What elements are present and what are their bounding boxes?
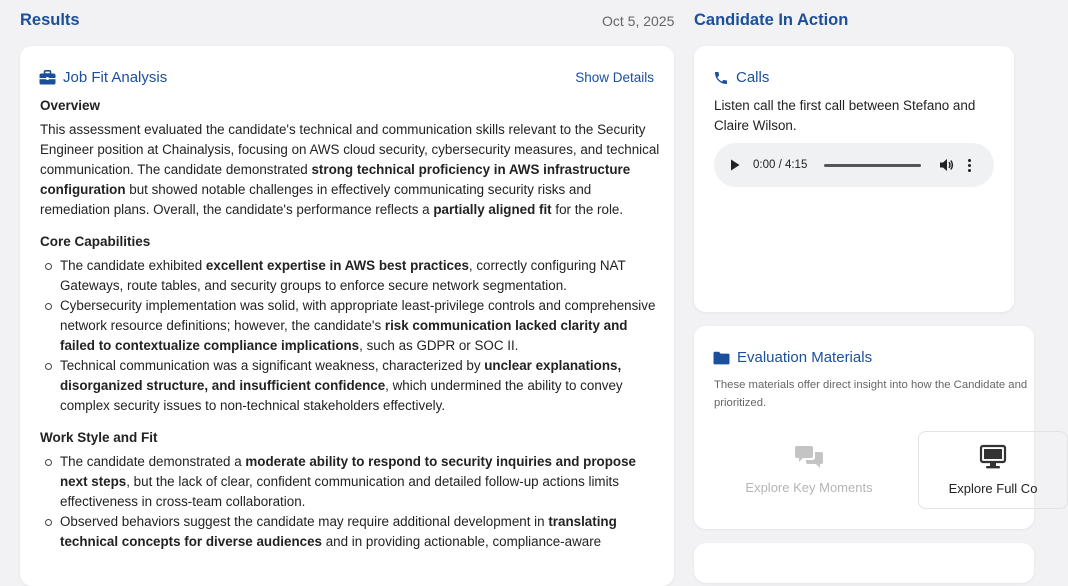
- job-fit-title: Job Fit Analysis: [63, 69, 168, 86]
- emphasis-text: excellent expertise in AWS best practices: [205, 258, 469, 273]
- body-text: , which undermined the ability to convey complex security issues to non-technical stakeholders effectively.: [60, 378, 623, 413]
- body-text: and in providing actionable, compliance-aware: [321, 534, 602, 549]
- evaluation-header: [713, 349, 872, 366]
- time-display: 0:00 / 4:15: [753, 159, 808, 171]
- list-item: [40, 256, 660, 296]
- next-section-card: [694, 543, 1034, 583]
- seek-slider[interactable]: [824, 164, 921, 167]
- emphasis-text: partially aligned fit: [433, 202, 552, 217]
- candidate-in-action-title: Candidate In Action: [694, 11, 849, 29]
- dot-icon: [968, 164, 971, 167]
- body-text: , correctly configuring NAT Gateways, route tables, and security groups to enforce secure network segmentation.: [60, 258, 626, 293]
- evaluation-materials-card: [694, 326, 1038, 529]
- emphasis-text: translating technical concepts for diverse audiences: [60, 514, 617, 549]
- phone-icon: [713, 70, 729, 86]
- body-text: , but the lack of clear, confident communication and detailed follow-up actions limits effectiveness in cross-team collaboration.: [60, 474, 619, 509]
- emphasis-text: moderate ability to respond to security inquiries and propose next steps: [60, 454, 636, 489]
- body-text: , such as GDPR or SOC II.: [359, 338, 519, 353]
- evaluation-description: These materials offer direct insight into how the Candidate and prioritized.: [714, 379, 1028, 409]
- briefcase-icon: [39, 70, 56, 85]
- body-text: This assessment evaluated the candidate's technical and communication skills relevant to the Security Engineer position at Chainalysis, focusing on AWS cloud security, cybersecurity measures, and technical communication. The candidate demonstrated: [40, 122, 660, 177]
- assessment-date: Oct 5, 2025: [602, 13, 675, 29]
- body-text: for the role.: [551, 202, 624, 217]
- body-text: but showed notable challenges in effectively communicating security risks and remediation plans. Overall, the candidate's performance reflects a: [40, 182, 592, 217]
- play-icon: [730, 159, 740, 171]
- overview-paragraph: [40, 120, 660, 220]
- calls-description: Listen call the first call between Stefano and Claire Wilson.: [714, 98, 976, 133]
- body-text: Observed behaviors suggest the candidate may require additional development in: [60, 514, 549, 529]
- emphasis-text: strong technical proficiency in AWS infrastructure configuration: [40, 162, 631, 197]
- explore-full-conversation-button[interactable]: [918, 431, 1068, 509]
- chat-bubbles-icon: [795, 444, 823, 470]
- show-details-link[interactable]: Show Details: [575, 70, 654, 85]
- body-text: Cybersecurity implementation was solid, with appropriate least-privilege controls and comprehensive network resource definitions; however, the candidate's: [60, 298, 656, 333]
- calls-header: [713, 69, 769, 86]
- play-button[interactable]: [730, 159, 742, 171]
- overview-heading: Overview: [40, 98, 101, 113]
- evaluation-title: Evaluation Materials: [737, 349, 873, 366]
- job-fit-body: [40, 96, 660, 564]
- body-text: Technical communication was a significant weakness, characterized by: [60, 358, 485, 373]
- list-item: [40, 356, 660, 416]
- audio-player: [714, 143, 994, 187]
- body-text: The candidate demonstrated a: [60, 454, 246, 469]
- explore-key-moments-button[interactable]: [724, 431, 894, 509]
- volume-icon: [939, 158, 954, 172]
- work-style-heading: Work Style and Fit: [40, 430, 158, 445]
- core-capabilities-list: [40, 256, 660, 416]
- emphasis-text: unclear explanations, disorganized structure, and insufficient confidence: [60, 358, 622, 393]
- list-item: [40, 452, 660, 512]
- more-options-button[interactable]: [968, 159, 971, 172]
- dot-icon: [968, 159, 971, 162]
- calls-title: Calls: [736, 69, 770, 86]
- monitor-icon: [980, 445, 1006, 471]
- job-fit-header: [39, 69, 167, 86]
- results-title: Results: [20, 11, 80, 29]
- calls-card: [694, 46, 1014, 312]
- list-item: [40, 512, 660, 552]
- tile-label: Explore Key Moments: [745, 480, 873, 495]
- job-fit-card: [20, 46, 674, 586]
- dot-icon: [968, 169, 971, 172]
- core-capabilities-heading: Core Capabilities: [40, 234, 151, 249]
- volume-button[interactable]: [939, 158, 954, 172]
- emphasis-text: risk communication lacked clarity and failed to contextualize compliance implications: [60, 318, 628, 353]
- tile-label: Explore Full Co: [948, 481, 1038, 496]
- work-style-list: [40, 452, 660, 552]
- list-item: [40, 296, 660, 356]
- body-text: The candidate exhibited: [60, 258, 206, 273]
- folder-icon: [713, 351, 730, 365]
